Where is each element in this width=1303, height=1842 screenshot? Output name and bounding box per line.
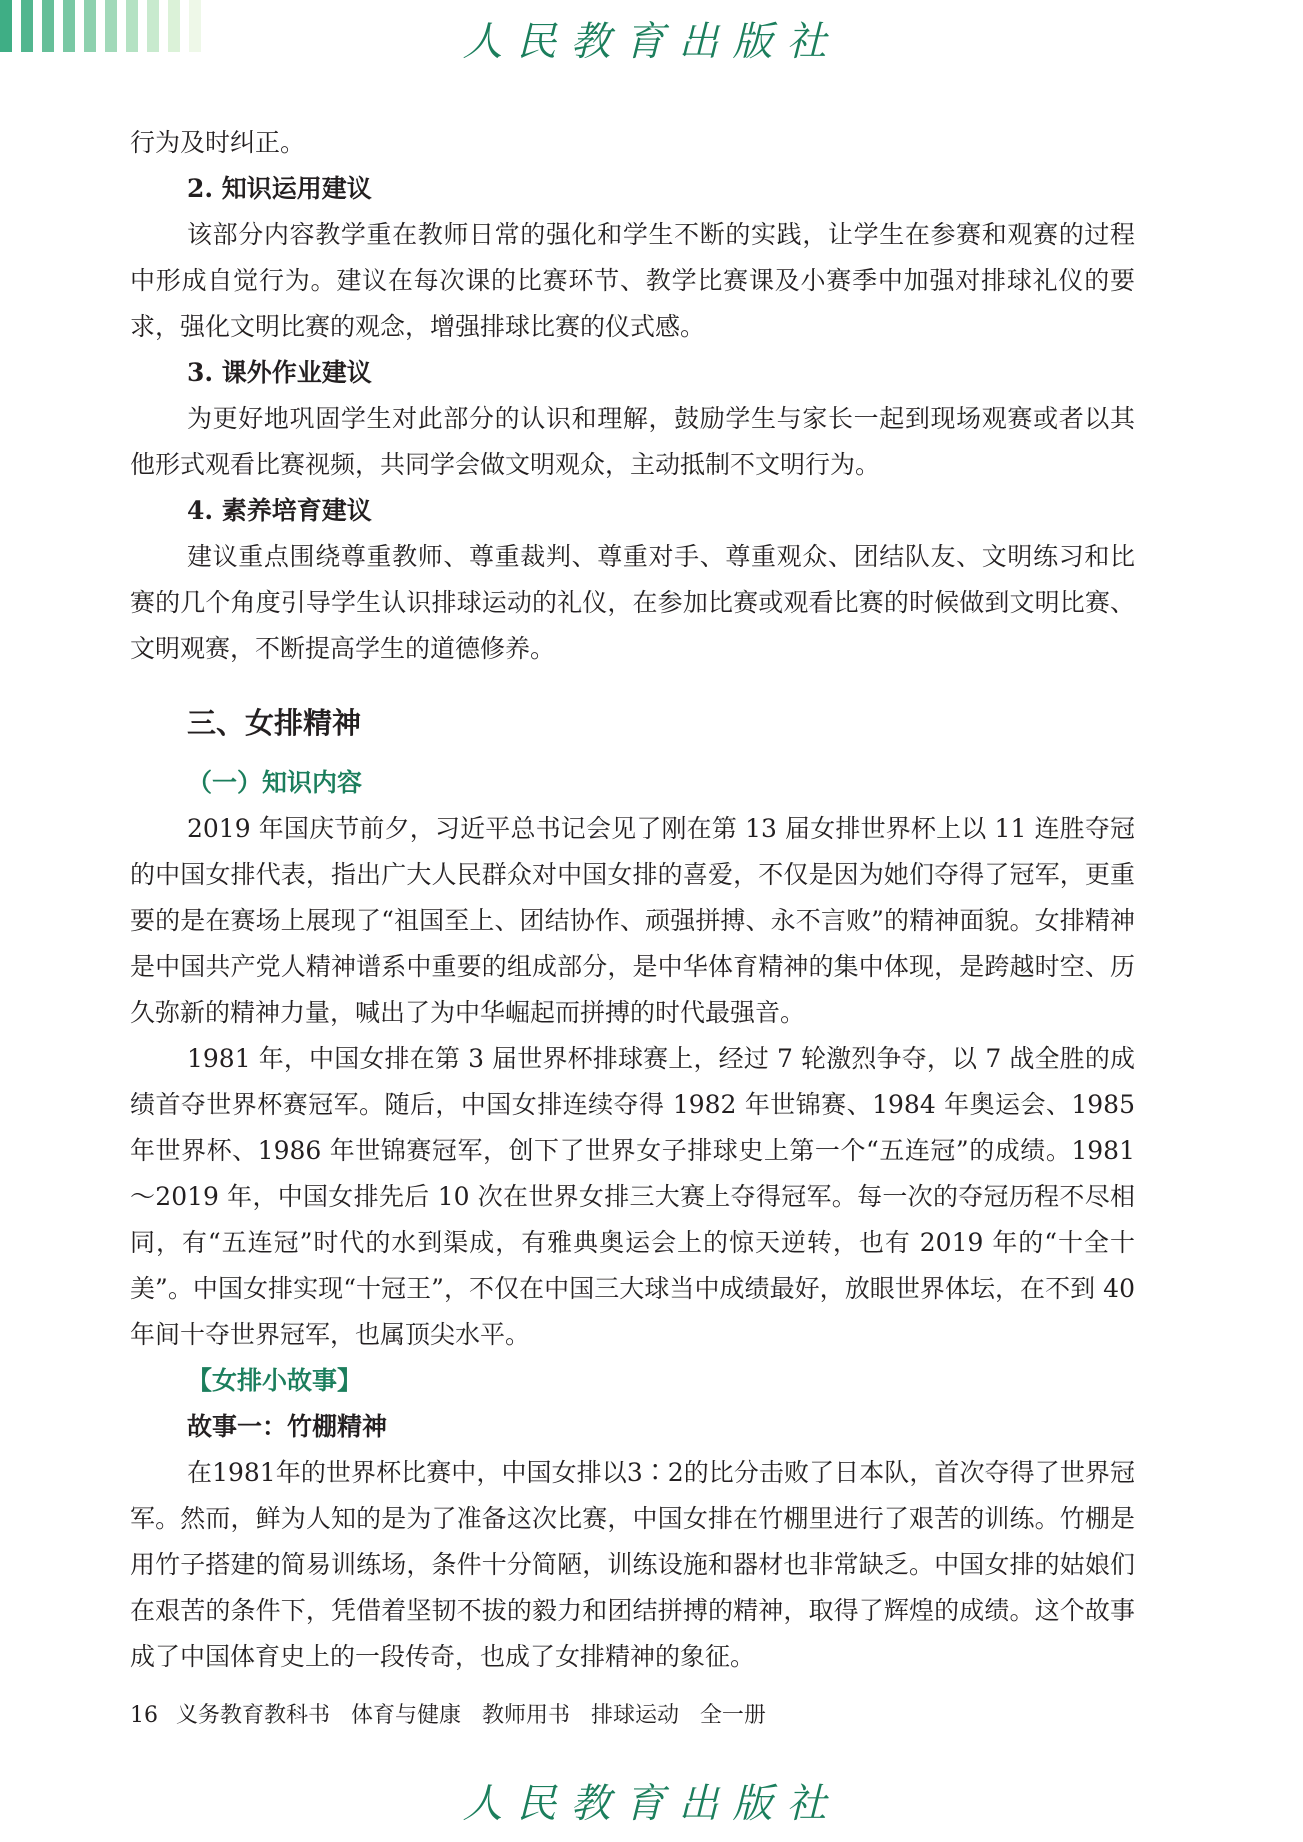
book-info: 义务教育教科书 体育与健康 教师用书 排球运动 全一册 (176, 1703, 766, 1728)
paragraph-knowledge-1: 2019 年国庆节前夕，习近平总书记会见了刚在第 13 届女排世界杯上以 11 连胜夺冠的中国女排代表，指出广大人民群众对中国女排的喜爱，不仅是因为她们夺得了冠军，更重要的是在赛场上展现了“祖国至上、团结协作、顽强拼搏、永不言败”的精神面貌。女排精神是中国共产党人精神谱系中重要的组成部分，是中华体育精神的集中体现，是跨越时空、历久弥新的精神力量，喊出了为中华崛起而拼搏的时代最强音。 (130, 814, 1135, 1027)
page-content (130, 120, 1135, 1680)
story-title: 故事一：竹棚精神 (187, 1412, 388, 1441)
page-number: 16 (130, 1703, 158, 1728)
story-heading: 【女排小故事】 (187, 1366, 363, 1395)
subsection-title: （一）知识内容 (187, 768, 363, 797)
publisher-logo-top: 人民教育出版社 (462, 19, 841, 65)
heading-literacy-suggestions: 4. 素养培育建议 (187, 496, 372, 525)
heading-homework-suggestions: 3. 课外作业建议 (187, 358, 372, 387)
page-footer (130, 1698, 766, 1729)
paragraph-homework: 为更好地巩固学生对此部分的认识和理解，鼓励学生与家长一起到现场观赛或者以其他形式观看比赛视频，共同学会做文明观众，主动抵制不文明行为。 (130, 404, 1135, 479)
section-title: 三、女排精神 (187, 706, 362, 740)
paragraph-usage: 该部分内容教学重在教师日常的强化和学生不断的实践，让学生在参赛和观赛的过程中形成自觉行为。建议在每次课的比赛环节、教学比赛课及小赛季中加强对排球礼仪的要求，强化文明比赛的观念，增强排球比赛的仪式感。 (130, 220, 1135, 341)
paragraph-knowledge-2: 1981 年，中国女排在第 3 届世界杯排球赛上，经过 7 轮激烈争夺，以 7 战全胜的成绩首夺世界杯赛冠军。随后，中国女排连续夺得 1982 年世锦赛、1984 年奥运会、1985 年世界杯、1986 年世锦赛冠军，创下了世界女子排球史上第一个“五连冠”的成绩。1981～2019 年，中国女排先后 10 次在世界女排三大赛上夺得冠军。每一次的夺冠历程不尽相同，有“五连冠”时代的水到渠成，有雅典奥运会上的惊天逆转，也有 2019 年的“十全十美”。中国女排实现“十冠王”，不仅在中国三大球当中成绩最好，放眼世界体坛，在不到 40 年间十夺世界冠军，也属顶尖水平。 (130, 1044, 1135, 1349)
paragraph-continuation: 行为及时纠正。 (130, 128, 306, 157)
heading-usage-suggestions: 2. 知识运用建议 (187, 174, 372, 203)
publisher-logo-bottom: 人民教育出版社 (462, 1781, 841, 1827)
paragraph-story: 在1981年的世界杯比赛中，中国女排以3∶2的比分击败了日本队，首次夺得了世界冠军。然而，鲜为人知的是为了准备这次比赛，中国女排在竹棚里进行了艰苦的训练。竹棚是用竹子搭建的简易训练场，条件十分简陋，训练设施和器材也非常缺乏。中国女排的姑娘们在艰苦的条件下，凭借着坚韧不拔的毅力和团结拼搏的精神，取得了辉煌的成绩。这个故事成了中国体育史上的一段传奇，也成了女排精神的象征。 (130, 1458, 1135, 1671)
paragraph-literacy: 建议重点围绕尊重教师、尊重裁判、尊重对手、尊重观众、团结队友、文明练习和比赛的几个角度引导学生认识排球运动的礼仪，在参加比赛或观看比赛的时候做到文明比赛、文明观赛，不断提高学生的道德修养。 (130, 542, 1135, 663)
